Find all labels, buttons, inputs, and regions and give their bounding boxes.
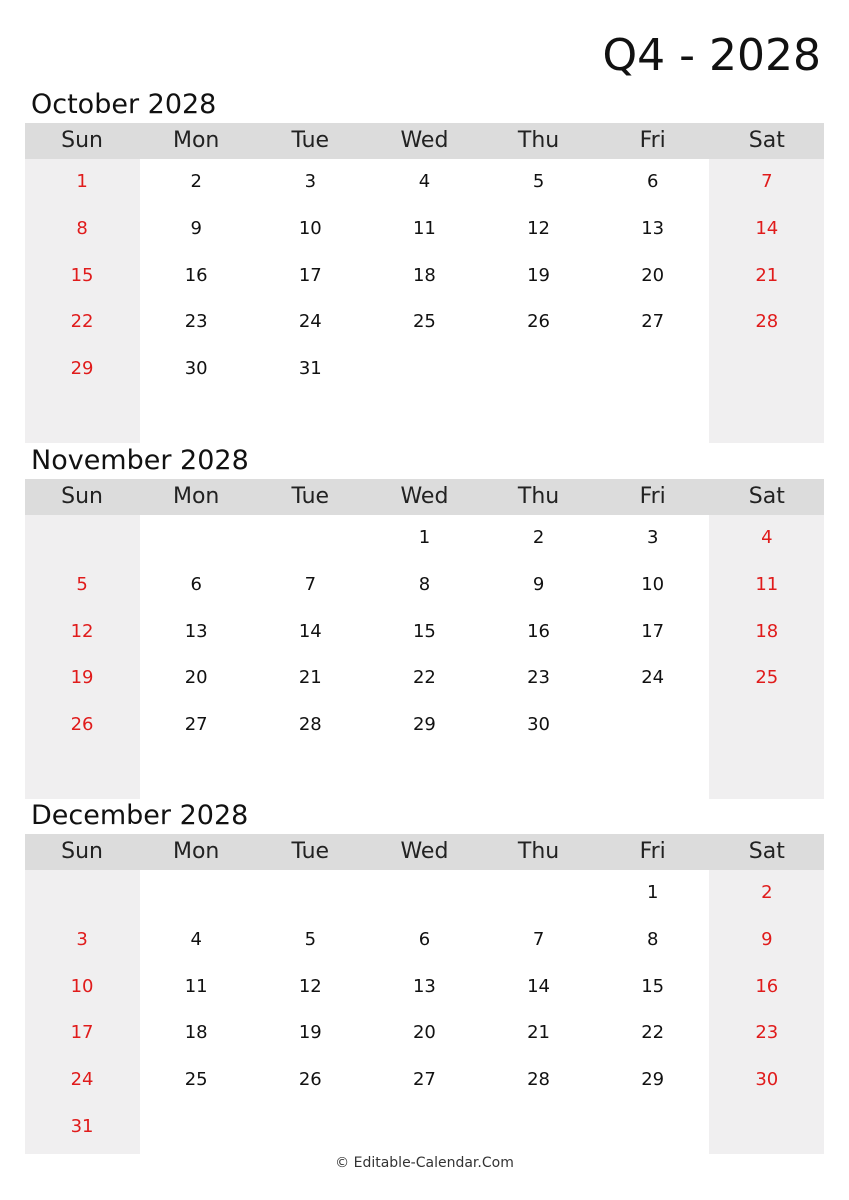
week-row <box>25 749 824 796</box>
day-cell: 27 <box>412 1069 436 1091</box>
day-cell: 6 <box>646 171 659 192</box>
day-cell <box>253 749 367 796</box>
day-cell <box>710 393 824 440</box>
day-cell: 30 <box>184 358 208 380</box>
week-row <box>25 515 824 562</box>
day-cell <box>367 393 481 440</box>
day-cell: 20 <box>641 264 665 286</box>
day-cell: 14 <box>527 975 551 997</box>
day-cell: 14 <box>298 620 322 642</box>
day-cell <box>596 1104 710 1151</box>
day-cell: 14 <box>755 217 779 239</box>
day-cell <box>25 393 139 440</box>
day-cell: 3 <box>646 527 659 548</box>
day-cell: 2 <box>761 882 773 903</box>
day-cell: 31 <box>298 358 322 380</box>
day-cell: 10 <box>641 573 665 595</box>
day-cell <box>139 515 253 562</box>
day-cell: 6 <box>418 928 431 950</box>
week-row <box>25 609 824 656</box>
weeks-area <box>25 515 824 796</box>
day-cell: 31 <box>70 1115 94 1137</box>
weekday-header: Thu <box>517 484 560 509</box>
weekday-header: Fri <box>639 839 666 864</box>
weekday-header: Sat <box>748 484 785 509</box>
day-cell: 4 <box>761 527 773 548</box>
day-cell <box>710 346 824 393</box>
day-cell: 5 <box>532 171 545 192</box>
day-cell <box>139 749 253 796</box>
day-cell <box>25 515 139 562</box>
day-cell: 20 <box>412 1022 436 1044</box>
day-cell: 9 <box>761 928 773 950</box>
day-cell <box>25 870 139 917</box>
week-row <box>25 1010 824 1057</box>
week-row <box>25 159 824 206</box>
day-cell <box>482 749 596 796</box>
day-cell: 28 <box>298 714 322 736</box>
day-cell: 11 <box>184 975 208 997</box>
weeks-area <box>25 159 824 440</box>
day-cell <box>482 870 596 917</box>
day-cell: 8 <box>76 217 88 239</box>
day-cell <box>596 702 710 749</box>
week-row <box>25 964 824 1011</box>
day-cell <box>367 1104 481 1151</box>
day-cell: 11 <box>755 573 779 595</box>
day-cell: 16 <box>755 975 779 997</box>
weekday-header: Mon <box>172 839 220 864</box>
day-cell: 10 <box>298 217 322 239</box>
quarter-title: Q4 - 2028 <box>602 30 821 81</box>
day-cell: 27 <box>641 311 665 333</box>
day-cell: 18 <box>184 1022 208 1044</box>
day-cell <box>596 346 710 393</box>
day-cell: 5 <box>304 928 317 950</box>
day-cell: 23 <box>755 1022 779 1044</box>
day-cell <box>482 393 596 440</box>
week-row <box>25 870 824 917</box>
day-cell: 25 <box>412 311 436 333</box>
day-cell: 3 <box>76 928 88 950</box>
weekday-header: Fri <box>639 484 666 509</box>
weekday-header-row <box>25 834 824 870</box>
day-cell: 13 <box>184 620 208 642</box>
day-cell <box>253 1104 367 1151</box>
day-cell: 19 <box>527 264 551 286</box>
day-cell: 9 <box>190 217 202 239</box>
day-cell: 15 <box>70 264 94 286</box>
day-cell: 12 <box>70 620 94 642</box>
day-cell: 25 <box>184 1069 208 1091</box>
day-cell <box>139 1104 253 1151</box>
day-cell <box>596 393 710 440</box>
weekday-header-row <box>25 123 824 159</box>
day-cell: 18 <box>412 264 436 286</box>
week-row <box>25 393 824 440</box>
week-row <box>25 655 824 702</box>
weekday-header: Fri <box>639 128 666 153</box>
weekday-header: Mon <box>172 128 220 153</box>
month-title: October 2028 <box>31 89 217 120</box>
day-cell: 10 <box>70 975 94 997</box>
day-cell: 17 <box>641 620 665 642</box>
day-cell: 30 <box>755 1069 779 1091</box>
day-cell: 17 <box>70 1022 94 1044</box>
weekday-header: Wed <box>400 128 449 153</box>
day-cell: 2 <box>190 171 202 192</box>
weekday-header: Wed <box>400 484 449 509</box>
day-cell: 27 <box>184 714 208 736</box>
day-cell: 18 <box>755 620 779 642</box>
day-cell: 24 <box>641 667 665 689</box>
week-row <box>25 253 824 300</box>
day-cell <box>482 346 596 393</box>
day-cell: 1 <box>76 171 88 192</box>
week-row <box>25 1104 824 1151</box>
day-cell <box>253 515 367 562</box>
day-cell: 25 <box>755 667 779 689</box>
day-cell: 13 <box>412 975 436 997</box>
week-row <box>25 299 824 346</box>
day-cell: 4 <box>190 928 202 950</box>
weekday-header: Wed <box>400 839 449 864</box>
day-cell: 7 <box>304 573 317 595</box>
day-cell <box>253 393 367 440</box>
day-cell: 7 <box>761 171 773 192</box>
day-cell: 28 <box>755 311 779 333</box>
day-cell <box>482 1104 596 1151</box>
week-row <box>25 702 824 749</box>
day-cell <box>25 749 139 796</box>
footer-credit: © Editable-Calendar.Com <box>335 1155 514 1171</box>
day-cell: 22 <box>641 1022 665 1044</box>
day-cell: 6 <box>190 573 202 595</box>
weekday-header: Sat <box>748 839 785 864</box>
day-cell: 12 <box>527 217 551 239</box>
day-cell <box>253 870 367 917</box>
day-cell: 5 <box>76 573 88 595</box>
week-row <box>25 917 824 964</box>
weekday-header: Tue <box>291 484 330 509</box>
day-cell: 21 <box>298 667 322 689</box>
day-cell <box>710 749 824 796</box>
day-cell: 26 <box>70 714 94 736</box>
day-cell: 15 <box>641 975 665 997</box>
weekday-header: Sun <box>61 484 103 509</box>
weekday-header: Tue <box>291 128 330 153</box>
day-cell: 8 <box>646 928 659 950</box>
day-cell: 29 <box>412 714 436 736</box>
weekday-header-row <box>25 479 824 515</box>
week-row <box>25 562 824 609</box>
day-cell: 26 <box>527 311 551 333</box>
day-cell: 29 <box>641 1069 665 1091</box>
week-row <box>25 1057 824 1104</box>
day-cell <box>367 870 481 917</box>
day-cell: 29 <box>70 358 94 380</box>
day-cell: 9 <box>532 573 545 595</box>
day-cell: 2 <box>532 527 545 548</box>
month-grid <box>25 834 824 1151</box>
day-cell: 16 <box>184 264 208 286</box>
day-cell: 11 <box>412 217 436 239</box>
day-cell: 12 <box>298 975 322 997</box>
day-cell: 22 <box>412 667 436 689</box>
day-cell <box>367 749 481 796</box>
day-cell: 23 <box>527 667 551 689</box>
weeks-area <box>25 870 824 1151</box>
day-cell: 21 <box>527 1022 551 1044</box>
day-cell: 15 <box>412 620 436 642</box>
day-cell: 30 <box>527 714 551 736</box>
day-cell: 8 <box>418 573 431 595</box>
weekday-header: Sun <box>61 128 103 153</box>
day-cell: 7 <box>532 928 545 950</box>
day-cell <box>596 749 710 796</box>
day-cell: 23 <box>184 311 208 333</box>
day-cell <box>710 1104 824 1151</box>
day-cell: 19 <box>298 1022 322 1044</box>
day-cell <box>367 346 481 393</box>
day-cell: 24 <box>298 311 322 333</box>
day-cell: 28 <box>527 1069 551 1091</box>
day-cell: 24 <box>70 1069 94 1091</box>
week-row <box>25 346 824 393</box>
weekday-header: Thu <box>517 839 560 864</box>
weekday-header: Mon <box>172 484 220 509</box>
day-cell: 1 <box>418 527 431 548</box>
day-cell: 22 <box>70 311 94 333</box>
weekday-header: Sat <box>748 128 785 153</box>
day-cell: 16 <box>527 620 551 642</box>
day-cell: 4 <box>418 171 431 192</box>
month-title: November 2028 <box>31 445 249 476</box>
weekday-header: Tue <box>291 839 330 864</box>
month-grid <box>25 479 824 796</box>
day-cell <box>139 870 253 917</box>
day-cell: 21 <box>755 264 779 286</box>
weekday-header: Sun <box>61 839 103 864</box>
day-cell: 3 <box>304 171 317 192</box>
day-cell: 19 <box>70 667 94 689</box>
day-cell: 17 <box>298 264 322 286</box>
day-cell: 20 <box>184 667 208 689</box>
day-cell: 1 <box>646 882 659 903</box>
month-title: December 2028 <box>31 800 249 831</box>
day-cell <box>139 393 253 440</box>
day-cell: 26 <box>298 1069 322 1091</box>
month-grid <box>25 123 824 440</box>
day-cell: 13 <box>641 217 665 239</box>
day-cell <box>710 702 824 749</box>
weekday-header: Thu <box>517 128 560 153</box>
week-row <box>25 206 824 253</box>
